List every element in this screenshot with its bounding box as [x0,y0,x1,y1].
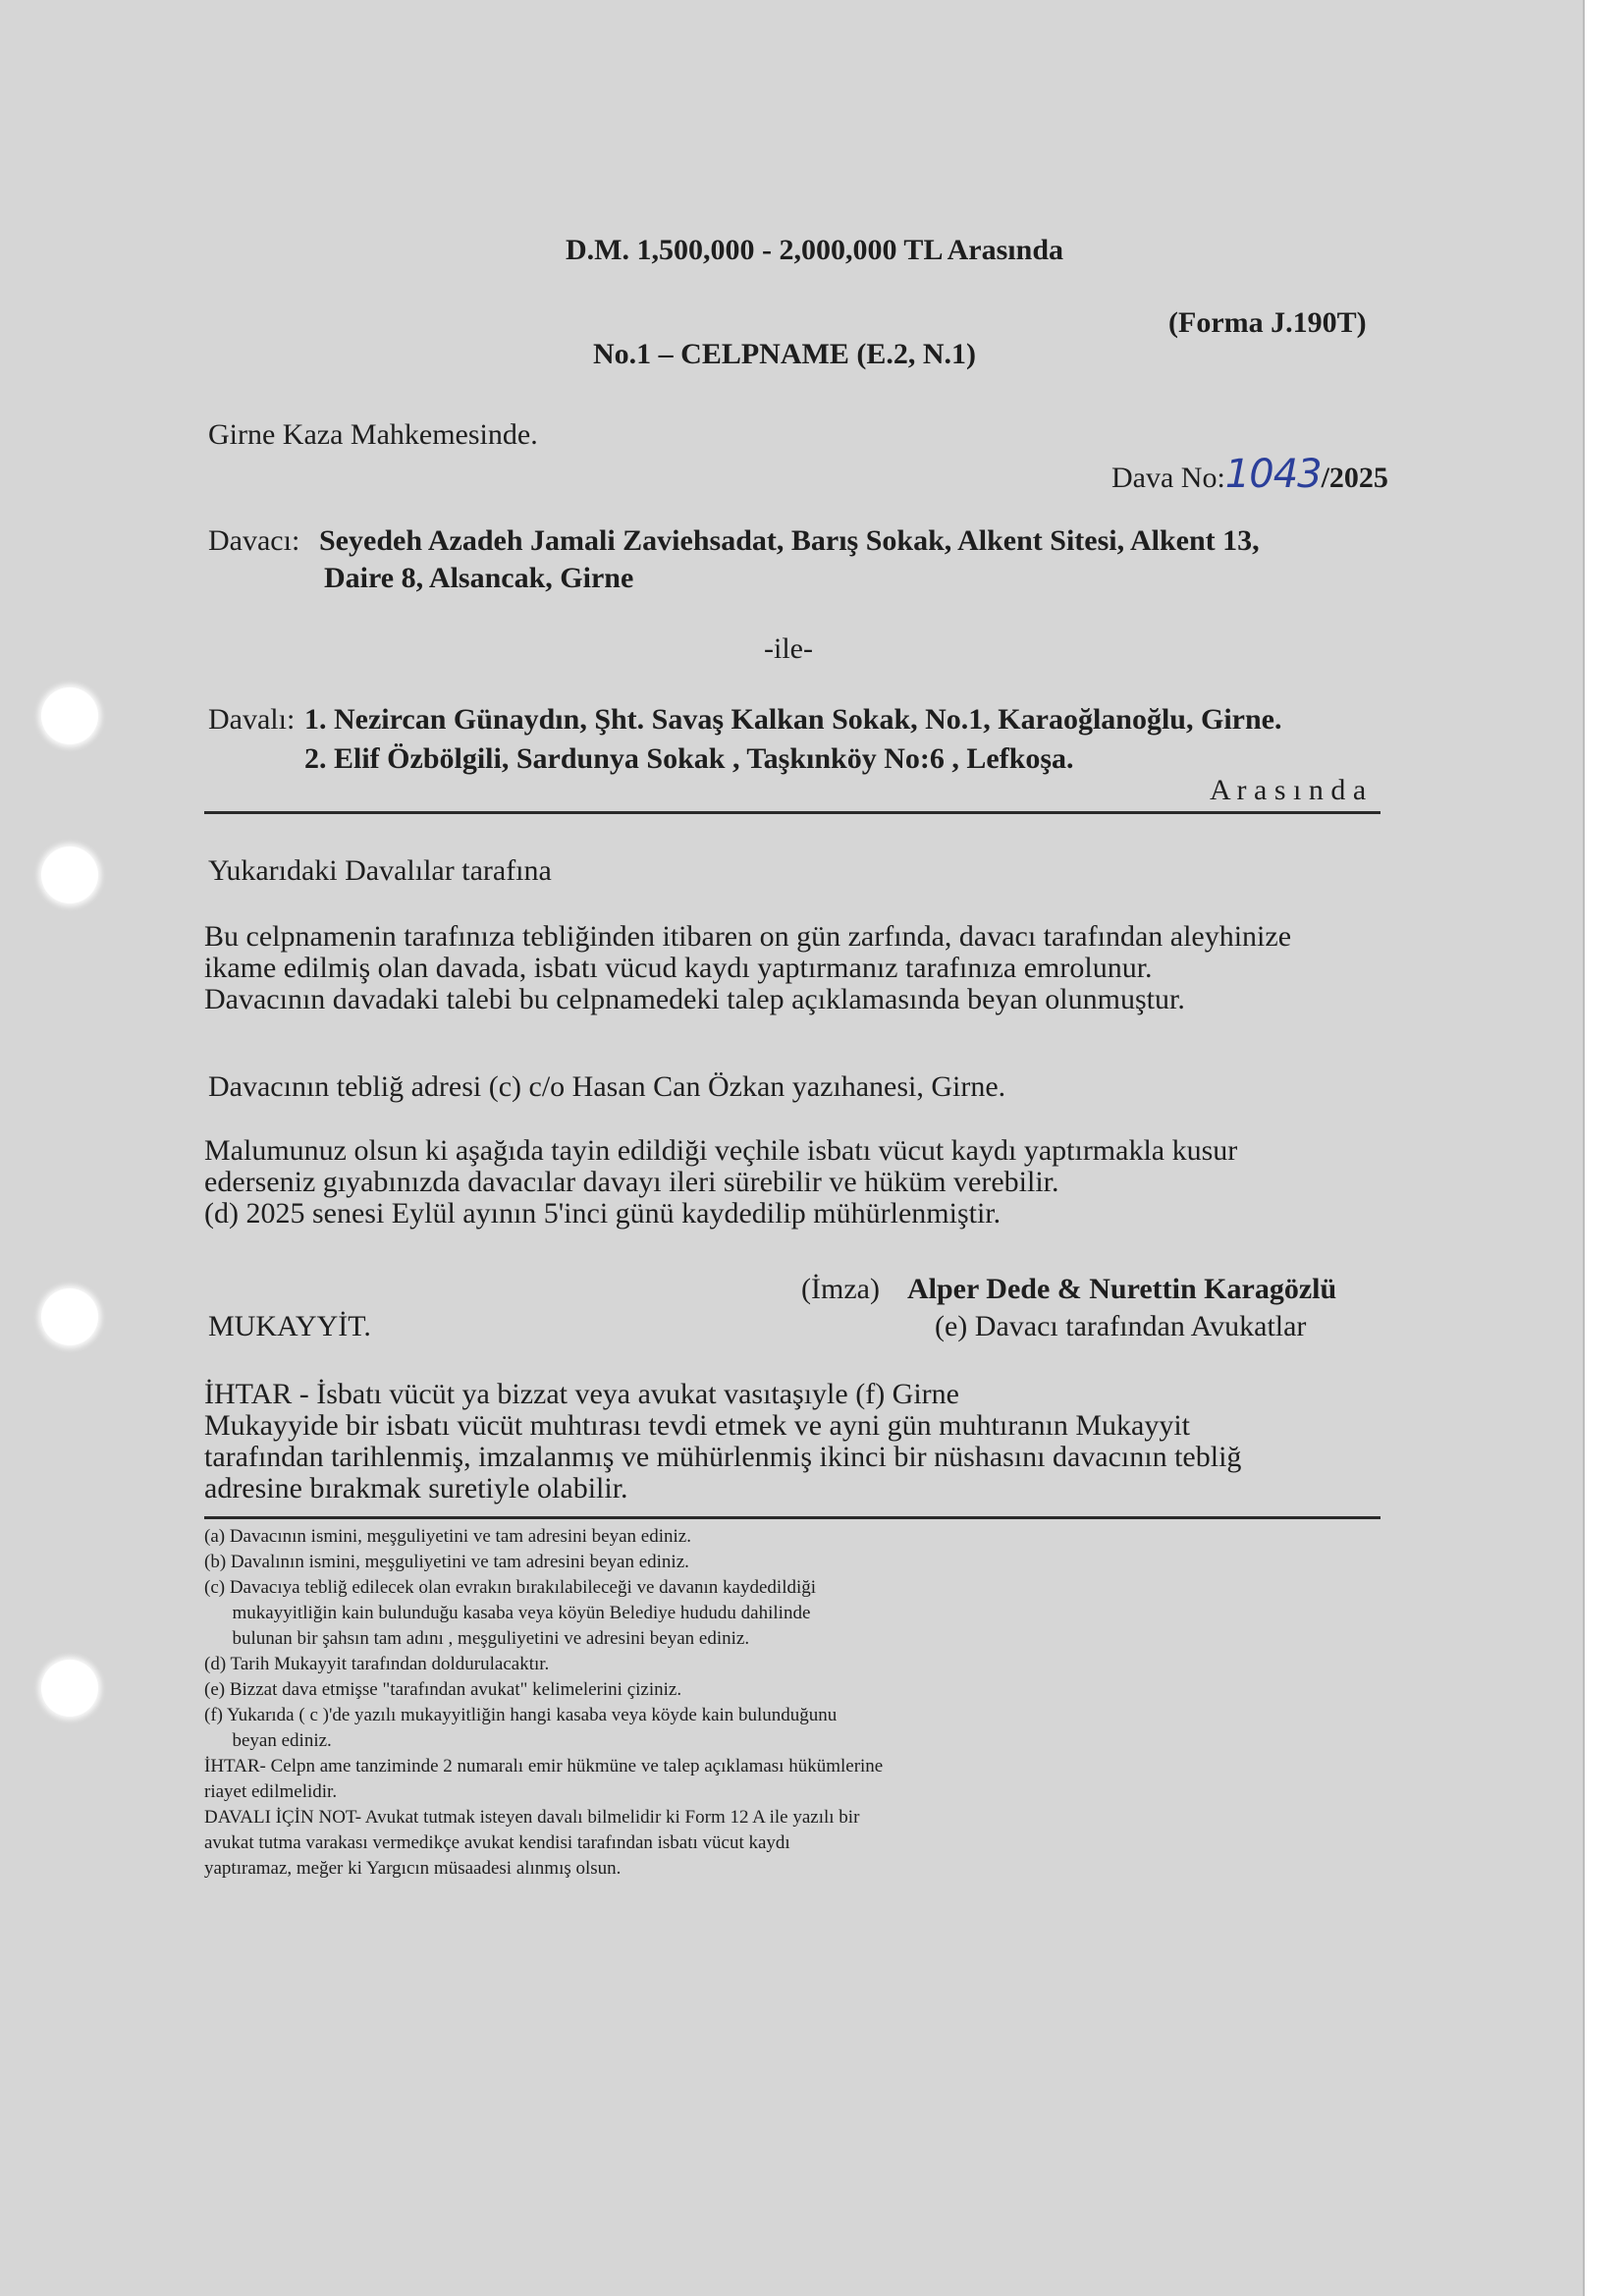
footnote-line: (f) Yukarıda ( c )'de yazılı mukayyitliğin hangi kasaba veya köyde kain bulunduğunu [204,1705,838,1725]
court-name: Girne Kaza Mahkemesinde. [208,418,538,451]
ihtar-line: tarafından tarihlenmiş, imzalanmış ve mühürlenmiş ikinci bir nüshasını davacının tebliğ [204,1441,1242,1473]
punch-hole [41,847,98,903]
footnote-line: İHTAR- Celpn ame tanziminde 2 numaralı emir hükmüne ve talep açıklaması hükümlerine [204,1756,884,1777]
footnotes [204,1524,883,1882]
case-number [1111,452,1388,497]
body-line: ikame edilmiş olan davada, isbatı vücud kaydı yaptırmanız tarafınıza emrolunur. [204,952,1153,984]
defendant-label: Davalı: [208,703,296,736]
body-paragraph-2 [204,1135,1382,1230]
divider-rule [204,811,1380,814]
body-line: Davacının davadaki talebi bu celpnamedeki talep açıklamasında beyan olunmuştur. [204,983,1185,1015]
body-paragraph-1 [204,921,1382,1015]
plaintiff-line-2: Daire 8, Alsancak, Girne [324,562,634,594]
plaintiff-label: Davacı: [208,524,300,557]
footnote-line: riayet edilmelidir. [204,1781,338,1802]
ihtar-line: adresine bırakmak suretiyle olabilir. [204,1472,628,1504]
mukayyit-label: MUKAYYİT. [208,1310,371,1342]
footnote-line: (d) Tarih Mukayyit tarafından doldurulacaktır. [204,1654,550,1674]
footnote-line: (c) Davacıya tebliğ edilecek olan evrakın bırakılabileceği ve davanın kaydedildiği [204,1577,817,1598]
footnote-line: (a) Davacının ismini, meşguliyetini ve tam adresini beyan ediniz. [204,1526,691,1547]
case-number-handwritten: 1043 [1224,452,1322,497]
footnote-line: DAVALI İÇİN NOT- Avukat tutmak isteyen davalı bilmelidir ki Form 12 A ile yazılı bir [204,1807,860,1828]
footnote-line: (b) Davalının ismini, meşguliyetini ve tam adresini beyan ediniz. [204,1552,689,1572]
arasinda-label: A r a s ı n d a [1210,774,1367,806]
signature-names: Alper Dede & Nurettin Karagözlü [907,1273,1337,1305]
body-line: ederseniz gıyabınızda davacılar davayı ileri sürebilir ve hüküm verebilir. [204,1166,1059,1198]
footnote-line: bulunan bir şahsın tam adını , meşguliyetini ve adresini beyan ediniz. [204,1628,750,1649]
ihtar-paragraph [204,1379,1382,1504]
body-line: Malumunuz olsun ki aşağıda tayin edildiği veçhile isbatı vücut kaydı yaptırmakla kusur [204,1134,1238,1167]
case-number-label: Dava No: [1111,462,1225,494]
ihtar-line: İHTAR - İsbatı vücüt ya bizzat veya avukat vasıtaşıyle (f) Girne [204,1378,959,1410]
defendant-2: 2. Elif Özbölgili, Sardunya Sokak , Taşkınköy No:6 , Lefkoşa. [304,742,1074,775]
form-title: No.1 – CELPNAME (E.2, N.1) [593,338,976,370]
punch-hole [41,1288,98,1345]
form-code: (Forma J.190T) [1168,306,1367,339]
signature-imza: (İmza) [801,1273,880,1305]
footnote-rule [204,1516,1380,1519]
header-range: D.M. 1,500,000 - 2,000,000 TL Arasında [566,234,1063,266]
ile-separator: -ile- [764,632,813,665]
service-address: Davacının tebliğ adresi (c) c/o Hasan Can Özkan yazıhanesi, Girne. [208,1070,1006,1103]
footnote-line: (e) Bizzat dava etmişse "tarafından avukat" kelimelerini çiziniz. [204,1679,682,1700]
addressee: Yukarıdaki Davalılar tarafına [208,854,552,887]
footnote-line: mukayyitliğin kain bulunduğu kasaba veya köyün Belediye hududu dahilinde [204,1603,811,1623]
body-line: Bu celpnamenin tarafınıza tebliğinden itibaren on gün zarfında, davacı tarafından aleyhinize [204,920,1292,953]
punch-hole [41,1660,98,1717]
ihtar-line: Mukayyide bir isbatı vücüt muhtırası tevdi etmek ve ayni gün muhtıranın Mukayyit [204,1409,1190,1442]
case-number-year: /2025 [1321,462,1388,494]
defendant-1: 1. Nezircan Günaydın, Şht. Savaş Kalkan Sokak, No.1, Karaoğlanoğlu, Girne. [304,703,1282,736]
footnote-line: beyan ediniz. [204,1730,332,1751]
plaintiff-line-1: Seyedeh Azadeh Jamali Zaviehsadat, Barış Sokak, Alkent Sitesi, Alkent 13, [319,524,1260,557]
footnote-line: avukat tutma varakası vermedikçe avukat kendisi tarafından isbatı vücut kaydı [204,1832,790,1853]
punch-hole [41,687,98,744]
signature-role: (e) Davacı tarafından Avukatlar [935,1310,1307,1342]
body-line: (d) 2025 senesi Eylül ayının 5'inci günü kaydedilip mühürlenmiştir. [204,1197,1001,1230]
footnote-line: yaptıramaz, meğer ki Yargıcın müsaadesi alınmış olsun. [204,1858,622,1879]
